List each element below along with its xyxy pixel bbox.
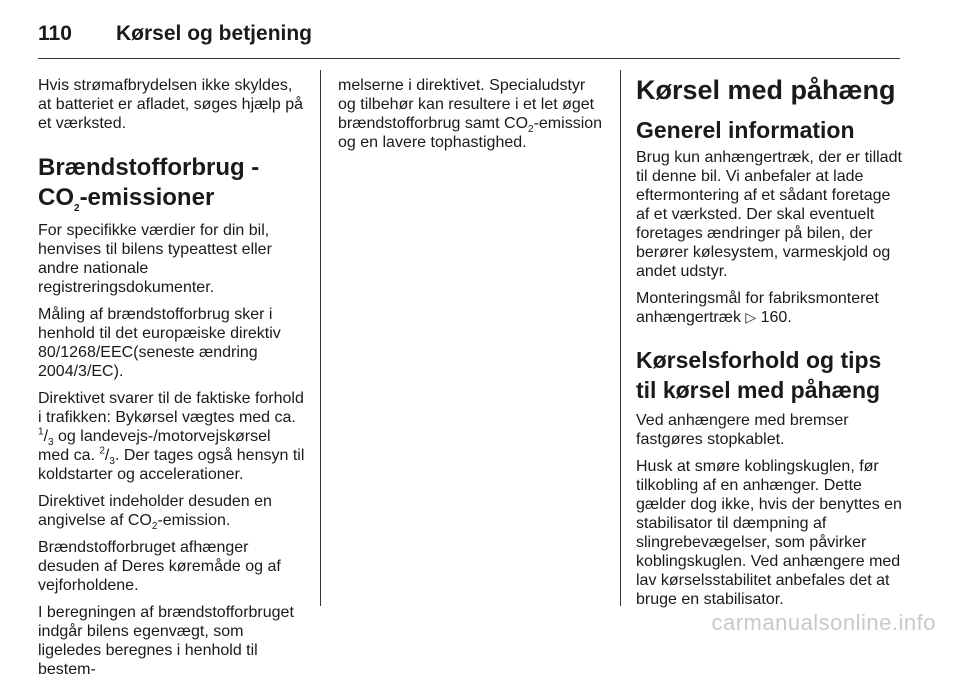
section-heading-towing: Kørsel med påhæng xyxy=(636,75,896,105)
column-divider-2 xyxy=(620,70,621,606)
heading-line-1: Brændstofforbrug - xyxy=(38,154,260,181)
paragraph-mounting-dimensions: Monteringsmål for fabriksmonteret anhængertræk ▷ 160. xyxy=(636,290,879,326)
column-2 xyxy=(338,76,606,160)
page-reference-link[interactable]: 160. xyxy=(760,309,792,326)
paragraph-measurement: Måling af brændstofforbrug sker i henhold til det europæiske direktiv 80/1268/EEC(seneste ændring 2004/3/EC). xyxy=(38,306,281,380)
subheading-driving-tips: Kørselsforhold og tips til kørsel med påhæng xyxy=(636,347,882,403)
header-divider xyxy=(38,58,900,59)
column-1 xyxy=(38,76,306,687)
paragraph-curb-weight: I beregningen af brændstofforbruget indgår bilens egenvægt, som ligeledes beregnes i henhold til bestem- xyxy=(38,604,294,678)
page-header xyxy=(38,14,312,54)
subscript-2: 2 xyxy=(74,202,80,214)
page-number: 110 xyxy=(38,22,72,45)
paragraph-co2-emission: Direktivet indeholder desuden en angivelse af $CO_2$-emission. xyxy=(38,493,272,533)
section-heading-fuel-consumption xyxy=(38,153,306,213)
paragraph-brake-cable: Ved anhængere med bremser fastgøres stopkablet. xyxy=(636,412,849,448)
paragraph-battery: Hvis strømafbrydelsen ikke skyldes, at batteriet er afladet, søges hjælp på et værksted. xyxy=(38,77,304,132)
paragraph-driving-style: Brændstofforbruget afhænger desuden af Deres køremåde og af vejforholdene. xyxy=(38,539,281,594)
site-watermark: carmanualsonline.info xyxy=(711,610,936,635)
paragraph-specific-values: For specifikke værdier for din bil, henvises til bilens typeattest eller andre nationale registreringsdokumenter. xyxy=(38,222,272,296)
running-title: Kørsel og betjening xyxy=(116,22,313,45)
page-reference-arrow-icon: ▷ xyxy=(745,309,757,325)
subheading-general-information: Generel information xyxy=(636,117,855,143)
column-divider-1 xyxy=(320,70,321,606)
heading-co-text: CO xyxy=(38,184,74,211)
column-3 xyxy=(636,74,904,617)
paragraph-towbar-usage: Brug kun anhængertræk, der er tilladt til denne bil. Vi anbefaler at lade eftermontering af et sådant foretage af et værksted. Der skal eventuelt foretages ændringer på bilen, der berører kølesystem, varmeskjold og andet udstyr. xyxy=(636,149,902,280)
paragraph-special-equipment: melserne i direktivet. Specialudstyr og tilbehør kan resultere i et let øget brændstofforbrug samt $CO_2$-emission og en lavere tophastighed. xyxy=(338,77,603,151)
heading-emission-text: -emissioner xyxy=(79,184,215,211)
paragraph-coupling-ball: Husk at smøre koblingskuglen, før tilkobling af en anhænger. Dette gælder dog ikke, hvis der benyttes en stabilisator til dæmpning af slingrebevægelser, som påvirker koblingskuglen. Ved anhængere med lav kørselsstabilitet anbefales det at bruge en stabilisator. xyxy=(636,458,902,608)
paragraph-directive-weighting: Direktivet svarer til de faktiske forhold i trafikken: Bykørsel vægtes med ca. $^1/_3$ og landevejs-/motorvejskørsel med ca. $^2/_3$. Der tages også hensyn til koldstarter og accelerationer. xyxy=(38,390,305,483)
